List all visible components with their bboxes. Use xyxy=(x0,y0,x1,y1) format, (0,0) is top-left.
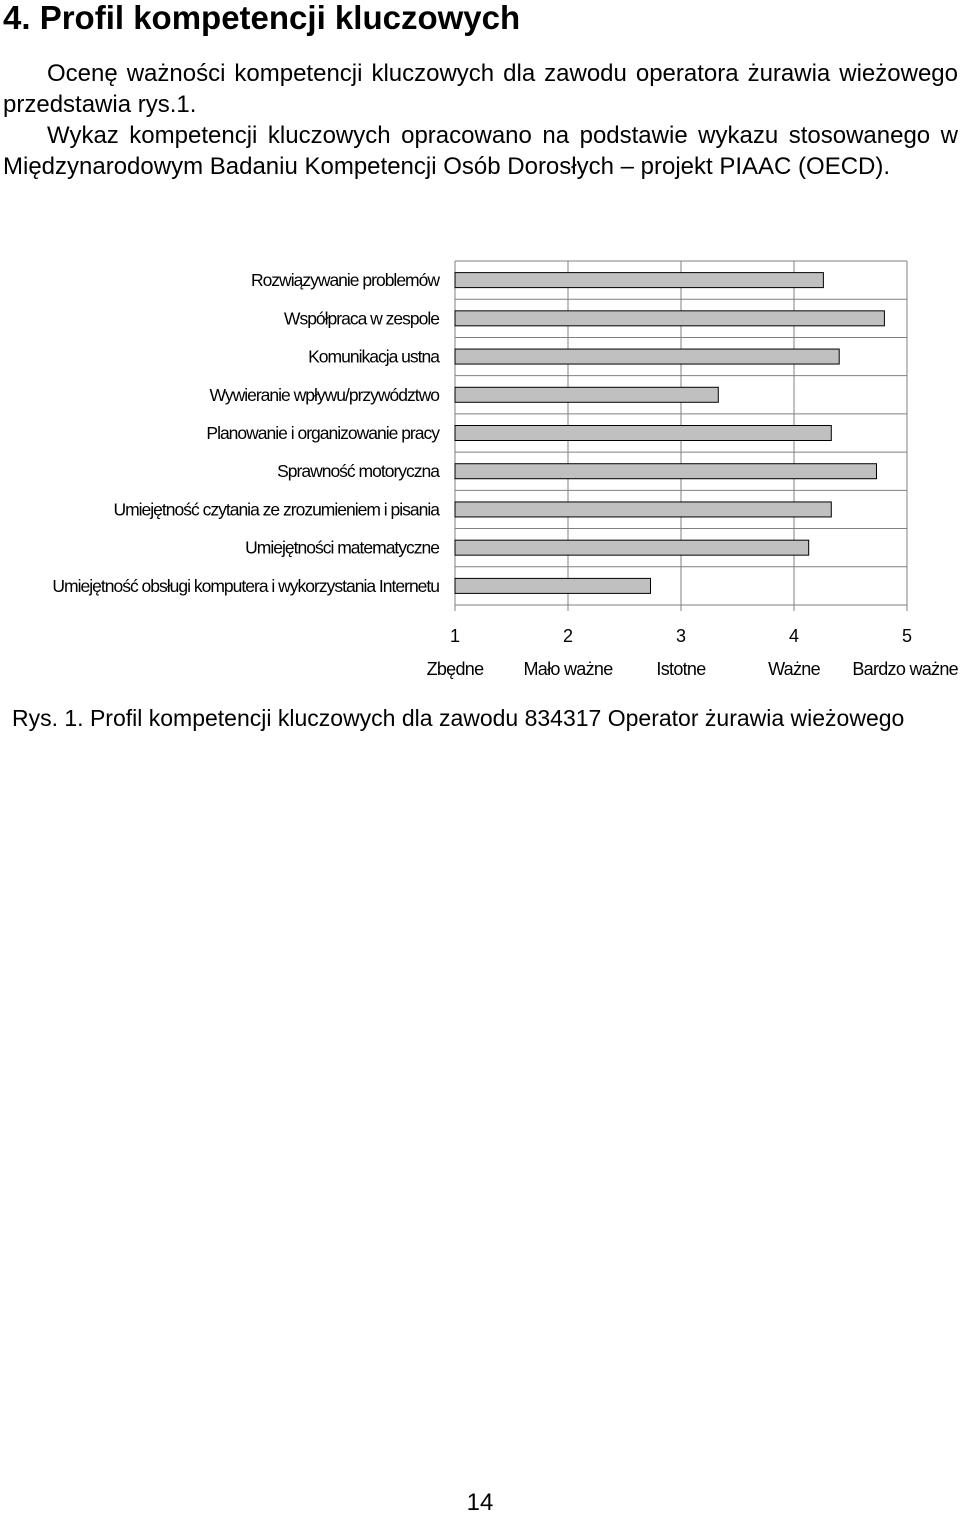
x-tick-sublabel: Zbędne xyxy=(426,659,484,679)
bar xyxy=(455,311,884,326)
category-label: Rozwiązywanie problemów xyxy=(250,270,439,291)
category-label: Komunikacja ustna xyxy=(308,346,439,367)
x-tick-sublabel: Mało ważne xyxy=(523,659,613,679)
category-label: Wywieranie wpływu/przywództwo xyxy=(209,384,439,405)
x-tick-label: 1 xyxy=(449,626,461,646)
figure-caption: Rys. 1. Profil kompetencji kluczowych dla zawodu 834317 Operator żurawia wieżowego xyxy=(12,705,905,731)
bar xyxy=(455,502,831,517)
chart-bars xyxy=(455,273,884,594)
category-label: Umiejętność czytania ze zrozumieniem i pisania xyxy=(113,499,439,520)
chart-category-labels xyxy=(52,270,440,596)
category-label: Umiejętność obsługi komputera i wykorzystania Internetu xyxy=(52,575,439,596)
category-label: Współpraca w zespole xyxy=(283,308,439,329)
x-tick-sublabel: Bardzo ważne xyxy=(852,659,958,679)
bar xyxy=(455,578,650,593)
x-tick-label: 3 xyxy=(675,626,687,646)
category-label: Umiejętności matematyczne xyxy=(245,537,439,558)
competency-profile-chart xyxy=(0,250,960,690)
category-label: Planowanie i organizowanie pracy xyxy=(206,423,439,443)
x-tick-label: 5 xyxy=(901,626,913,646)
chart-axis xyxy=(427,605,959,679)
bar xyxy=(455,540,809,555)
bar xyxy=(455,464,876,479)
page-number: 14 xyxy=(466,1489,494,1516)
section-heading: 4. Profil kompetencji kluczowych xyxy=(3,0,521,36)
x-tick-sublabel: Istotne xyxy=(656,659,706,679)
x-tick-sublabel: Ważne xyxy=(768,659,820,679)
bar xyxy=(455,387,718,402)
bar xyxy=(455,349,839,364)
bar xyxy=(455,426,831,441)
x-tick-label: 4 xyxy=(788,626,800,646)
source-paragraph: Wykaz kompetencji kluczowych opracowano na podstawie wykazu stosowanego w Międzynarodowym Badaniu Kompetencji Osób Dorosłych – projekt PIAAC (OECD). xyxy=(3,122,958,180)
category-label: Sprawność motoryczna xyxy=(277,461,439,482)
intro-paragraph: Ocenę ważności kompetencji kluczowych dla zawodu operatora żurawia wieżowego przedstawia rys.1. xyxy=(3,60,958,118)
bar xyxy=(455,273,823,288)
x-tick-label: 2 xyxy=(562,626,574,646)
